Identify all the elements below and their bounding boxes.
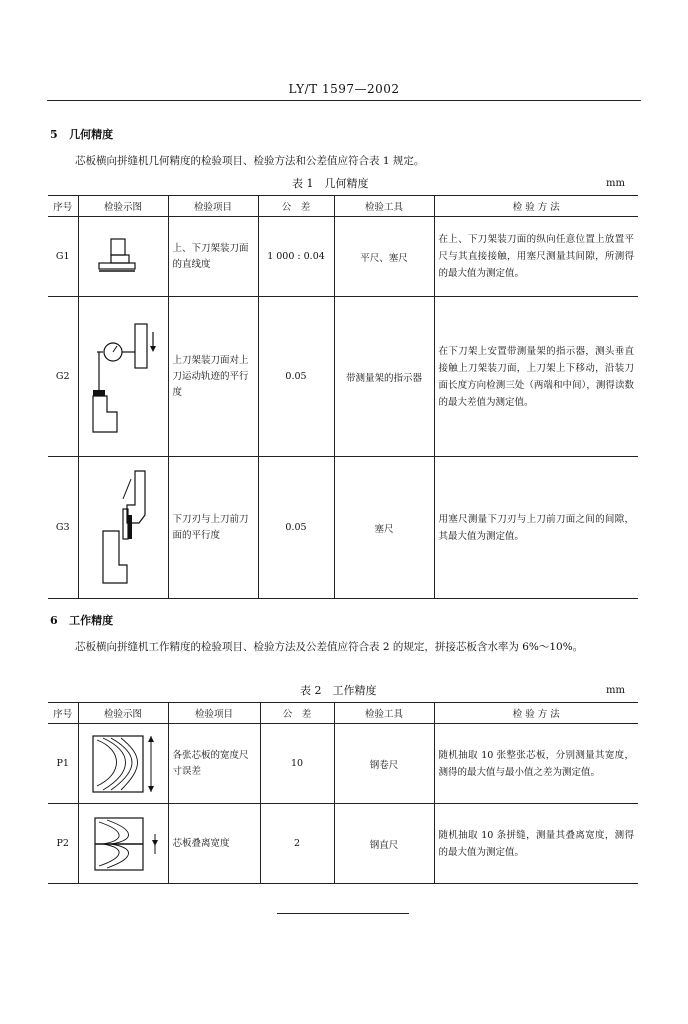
section-5-text: 芯板横向拼缝机几何精度的检验项目、检验方法和公差值应符合表 1 规定。 [75, 155, 425, 167]
row-tool: 钢直尺 [334, 804, 434, 884]
col-header: 检验项目 [168, 196, 258, 217]
diagram-g1 [78, 217, 168, 297]
section-6-title: 工作精度 [69, 614, 114, 627]
col-header: 序号 [48, 703, 78, 724]
table-1-header-row [48, 196, 638, 217]
row-id: G2 [48, 297, 78, 457]
row-item: 各张芯板的宽度尺寸误差 [168, 724, 260, 804]
page-header: LY/T 1597—2002 [288, 82, 400, 96]
row-method: 在上、下刀架装刀面的纵向任意位置上放置平尺与其直接接触，用塞尺测量其间隙，所测得的最大值为测定值。 [434, 217, 638, 297]
section-6-text: 芯板横向拼缝机工作精度的检验项目、检验方法及公差值应符合表 2 的规定，拼接芯板含水率为 6%～10%。 [75, 641, 584, 653]
diagram-p1 [78, 724, 168, 804]
table-2 [48, 702, 638, 884]
table-row [48, 804, 638, 884]
row-tolerance: 2 [260, 804, 334, 884]
row-id: P1 [48, 724, 78, 804]
col-header: 检验示图 [78, 196, 168, 217]
row-tolerance: 0.05 [258, 297, 334, 457]
section-5-title: 几何精度 [69, 128, 114, 141]
col-header: 序号 [48, 196, 78, 217]
table-row [48, 457, 638, 599]
header-rule [47, 100, 641, 101]
row-tool: 钢卷尺 [334, 724, 434, 804]
row-tool: 塞尺 [334, 457, 434, 599]
section-6-heading [50, 612, 113, 628]
diagram-g2 [78, 297, 168, 457]
table-2-unit: mm [606, 685, 625, 696]
row-method: 用塞尺测量下刀刃与上刀前刀面之间的间隙，其最大值为测定值。 [434, 457, 638, 599]
table-row [48, 724, 638, 804]
row-tolerance: 1 000 : 0.04 [258, 217, 334, 297]
section-5-heading [50, 126, 113, 142]
section-6-number: 6 [50, 614, 58, 627]
row-item: 下刀刃与上刀前刀面的平行度 [168, 457, 258, 599]
row-item: 上、下刀架装刀面的直线度 [168, 217, 258, 297]
row-method: 随机抽取 10 张整张芯板，分别测量其宽度，测得的最大值与最小值之差为测定值。 [434, 724, 638, 804]
row-id: G1 [48, 217, 78, 297]
col-header: 检验项目 [168, 703, 260, 724]
section-5-number: 5 [50, 128, 58, 141]
table-1-caption: 表 1 几何精度 [292, 177, 369, 190]
table-2-header-row [48, 703, 638, 724]
col-header: 检验工具 [334, 196, 434, 217]
col-header: 公 差 [260, 703, 334, 724]
row-tolerance: 10 [260, 724, 334, 804]
col-header: 检 验 方 法 [434, 196, 638, 217]
table-row [48, 297, 638, 457]
row-tool: 平尺、塞尺 [334, 217, 434, 297]
row-tool: 带测量架的指示器 [334, 297, 434, 457]
diagram-g3 [78, 457, 168, 599]
row-method: 随机抽取 10 条拼缝，测量其叠离宽度，测得的最大值为测定值。 [434, 804, 638, 884]
diagram-p2 [78, 804, 168, 884]
col-header: 检 验 方 法 [434, 703, 638, 724]
table-1 [48, 195, 638, 599]
row-id: G3 [48, 457, 78, 599]
table-row [48, 217, 638, 297]
col-header: 公 差 [258, 196, 334, 217]
row-method: 在下刀架上安置带测量架的指示器，测头垂直接触上刀架装刀面，上刀架上下移动，沿装刀面长度方向检测三处（两端和中间），测得读数的最大差值为测定值。 [434, 297, 638, 457]
col-header: 检验工具 [334, 703, 434, 724]
footer-rule [277, 913, 409, 914]
table-1-unit: mm [606, 178, 625, 189]
row-tolerance: 0.05 [258, 457, 334, 599]
col-header: 检验示图 [78, 703, 168, 724]
row-id: P2 [48, 804, 78, 884]
row-item: 上刀架装刀面对上刀运动轨迹的平行度 [168, 297, 258, 457]
table-2-caption: 表 2 工作精度 [300, 684, 377, 697]
row-item: 芯板叠离宽度 [168, 804, 260, 884]
